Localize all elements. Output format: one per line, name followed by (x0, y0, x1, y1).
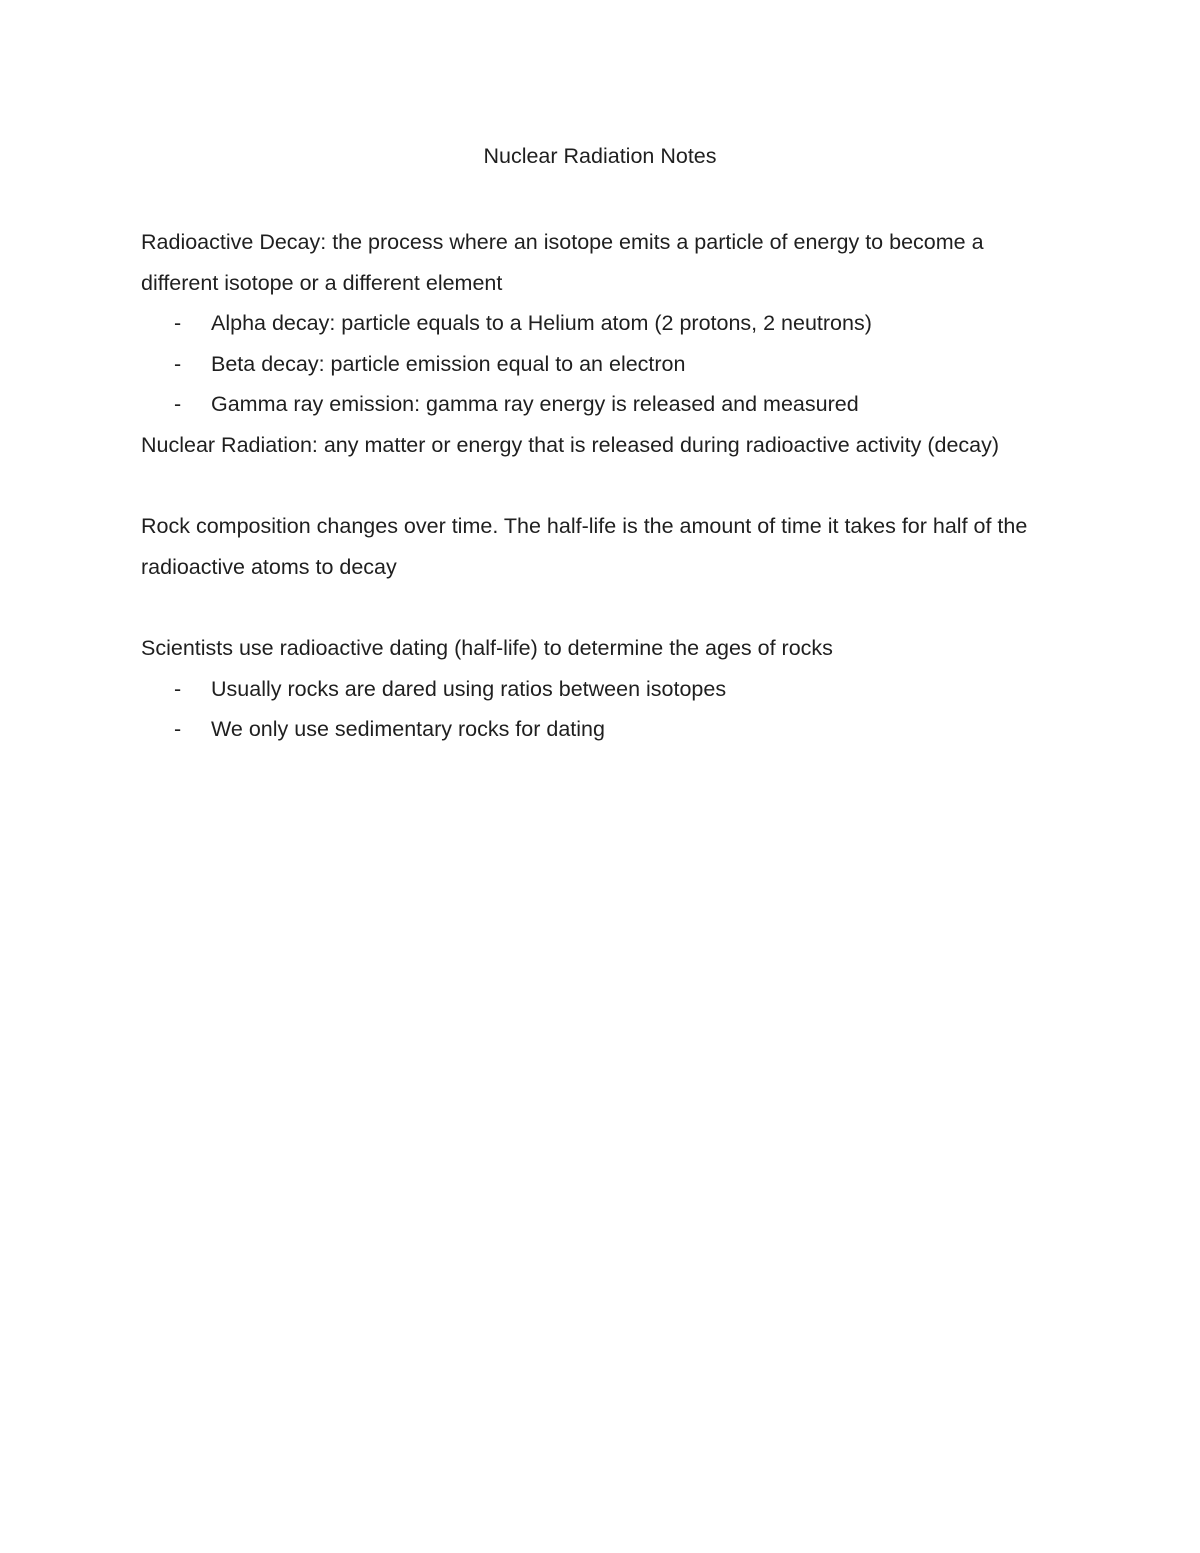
rock-composition-paragraph: Rock composition changes over time. The half-life is the amount of time it takes for half of the radioactive atoms to decay (141, 514, 1028, 579)
bullet-dash: - (174, 717, 182, 742)
spacer (141, 587, 1061, 628)
bullet-dash: - (174, 311, 182, 336)
radioactive-decay-paragraph: Radioactive Decay: the process where an isotope emits a particle of energy to become a different isotope or a different element (141, 230, 984, 295)
decay-types-list (141, 303, 1061, 425)
document-body (141, 222, 1061, 750)
list-item (141, 709, 1061, 750)
isotope-ratio-item: Usually rocks are dared using ratios between isotopes (211, 676, 727, 701)
bullet-dash: - (174, 351, 182, 376)
radioactive-dating-paragraph: Scientists use radioactive dating (half-life) to determine the ages of rocks (141, 635, 833, 660)
dating-notes-list (141, 669, 1061, 750)
sedimentary-rocks-item: We only use sedimentary rocks for dating (211, 717, 605, 742)
list-item (141, 303, 1061, 344)
list-item (141, 344, 1061, 385)
nuclear-radiation-paragraph: Nuclear Radiation: any matter or energy that is released during radioactive activity (decay) (141, 432, 1000, 457)
bullet-dash: - (174, 676, 182, 701)
bullet-dash: - (174, 392, 182, 417)
spacer (141, 466, 1061, 507)
gamma-emission-item: Gamma ray emission: gamma ray energy is released and measured (211, 392, 859, 417)
document-title: Nuclear Radiation Notes (483, 144, 717, 168)
alpha-decay-item: Alpha decay: particle equals to a Helium atom (2 protons, 2 neutrons) (211, 311, 872, 336)
list-item (141, 384, 1061, 425)
list-item (141, 669, 1061, 710)
beta-decay-item: Beta decay: particle emission equal to an electron (211, 351, 686, 376)
